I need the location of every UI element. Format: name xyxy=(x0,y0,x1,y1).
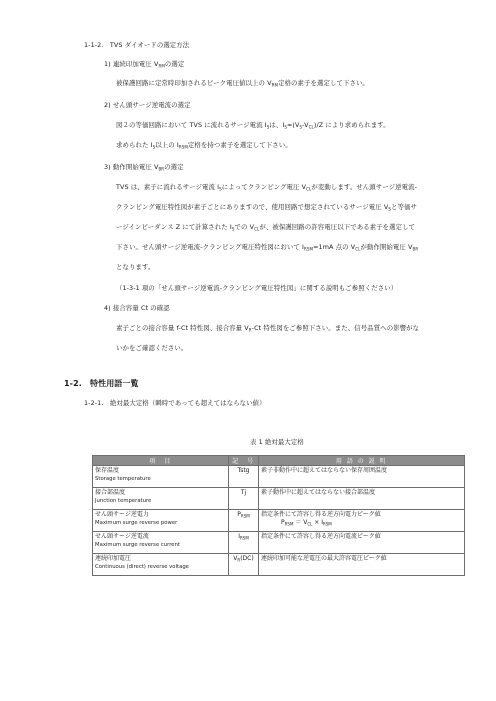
item-cell xyxy=(93,488,229,510)
text: 求められた I xyxy=(116,141,153,149)
text: × I xyxy=(312,519,323,527)
symbol-suffix: (DC) xyxy=(240,555,254,562)
item-2-line-1 xyxy=(116,121,390,130)
text: -Ct 特性図をご参照下さい。また、信号品質への影響がな xyxy=(251,324,420,332)
symbol: Tj xyxy=(240,489,247,496)
description: 連続印加可能な逆電圧の最大許容電圧ピーク値 xyxy=(261,555,387,562)
item-en: Storage temperature xyxy=(95,476,151,483)
subscript: BR xyxy=(412,246,419,252)
item-3-line-5: となります。 xyxy=(116,263,155,271)
text: クランピング電圧特性図が素子ごとにありますので、使用回路で想定されているサージ電圧 V xyxy=(116,203,389,211)
text: は、I xyxy=(269,121,285,129)
text: TVS は、素子に流れるサージ電流 I xyxy=(116,183,220,191)
text: での V xyxy=(234,223,255,231)
subscript: RSM xyxy=(240,513,250,519)
item-1-title xyxy=(104,60,184,69)
table-row xyxy=(93,532,465,554)
symbol: I xyxy=(238,533,240,540)
subscript: S xyxy=(231,226,235,232)
item-jp: 接合部温度 xyxy=(95,489,126,496)
item-en: Junction temperature xyxy=(95,498,152,505)
subscript: BR xyxy=(158,166,165,172)
description-cell xyxy=(259,532,465,554)
text: の選定 xyxy=(164,60,185,68)
text: =1mA 点の V xyxy=(313,243,356,251)
description: 素子動作中に超えてはならない接合部温度 xyxy=(261,489,376,496)
description: 素子非動作中に超えてはならない保存周囲温度 xyxy=(261,467,388,474)
description: 指定条件にて許容し得る逆方向電力ピーク値 xyxy=(261,511,381,518)
text: -V xyxy=(302,121,309,129)
column-header: 項 目 xyxy=(93,456,229,466)
text: 以上の I xyxy=(155,141,179,149)
item-cell xyxy=(93,466,229,488)
item-4-line-1 xyxy=(116,324,419,333)
text: の選定 xyxy=(164,163,184,171)
column-header: 記 号 xyxy=(229,456,259,466)
item-2-line-2 xyxy=(116,141,292,150)
item-3-line-4 xyxy=(116,243,418,252)
symbol-cell xyxy=(229,466,259,488)
symbol-cell xyxy=(229,554,259,576)
text: 下さい。せん頭サージ逆電流-クランピング電圧特性図において I xyxy=(116,243,305,251)
text: =(V xyxy=(286,121,300,129)
subscript: S xyxy=(388,206,391,212)
item-jp: 保存温度 xyxy=(95,467,120,474)
subscript: RSM xyxy=(284,521,294,527)
text: ＝ V xyxy=(293,519,308,527)
text: 被保護回路に定常時印加されるピーク電圧値以上の V xyxy=(116,79,272,87)
text: 定格の素子を選定して下さい。 xyxy=(278,79,369,87)
item-jp: 連続印加電圧 xyxy=(95,555,132,562)
section-heading: 1-1-2. TVS ダイオードの選定方法 xyxy=(84,41,190,49)
terms-sub-heading: 1-2-1. 絶対最大定格（瞬時であっても超えてはならない値） xyxy=(84,399,266,407)
item-3-line-2 xyxy=(116,203,417,212)
terms-heading: 1-2. 特性用語一覧 xyxy=(64,379,139,388)
item-3-line-3 xyxy=(116,223,415,232)
description-cell xyxy=(259,488,465,510)
symbol: P xyxy=(237,511,241,518)
subscript: S xyxy=(266,124,270,130)
subscript: S xyxy=(219,186,222,192)
symbol-cell xyxy=(229,510,259,532)
text: 素子ごとの接合容量 f-Ct 特性図、接合容量 V xyxy=(116,324,249,332)
subscript: CL xyxy=(307,521,313,527)
item-1-body xyxy=(116,79,369,88)
column-header: 用 語 の 説 明 xyxy=(259,456,465,466)
table-row xyxy=(93,466,465,488)
description-cell xyxy=(259,510,465,532)
formula xyxy=(261,519,462,527)
symbol-cell xyxy=(229,488,259,510)
subscript: R xyxy=(248,327,252,333)
description-cell xyxy=(259,554,465,576)
table-caption: 表 1 絶対最大定格 xyxy=(250,438,304,446)
item-4-line-2: いかをご確認ください。 xyxy=(116,344,188,352)
item-jp: せん頭サージ逆電力 xyxy=(95,511,149,518)
text: ージインピーダンス Z にて計算された I xyxy=(116,223,232,231)
text: )/Z により求められます。 xyxy=(313,121,390,129)
item-3-line-1 xyxy=(116,183,417,192)
text: が動作開始電圧 V xyxy=(360,243,413,251)
item-en: Maximum surge reverse current xyxy=(95,542,180,549)
subscript: RSM xyxy=(322,521,332,527)
subscript: RSM xyxy=(240,535,249,541)
symbol-cell xyxy=(229,532,259,554)
item-en: Continuous (direct) reverse voltage xyxy=(95,564,189,571)
text: P xyxy=(281,519,285,527)
absolute-max-ratings-table xyxy=(92,455,465,576)
subscript: S xyxy=(299,124,303,130)
item-3-note: （1-3-1 項の「せん頭サージ逆電流-クランピング電圧特性図」に関する説明もご参照ください） xyxy=(116,284,398,292)
table-row xyxy=(93,510,465,532)
text: 1) 連続印加電圧 V xyxy=(104,60,159,68)
item-cell xyxy=(93,532,229,554)
item-jp: せん頭サージ逆電流 xyxy=(95,533,149,540)
subscript: RM xyxy=(271,82,279,88)
subscript: RSM xyxy=(178,144,188,150)
text: と等価サ xyxy=(390,203,417,211)
subscript: RM xyxy=(158,63,165,69)
subscript: R xyxy=(237,557,241,563)
text: 図２の等価回路において TVS に流れるサージ電流 I xyxy=(116,121,267,129)
description: 指定条件にて許容し得る逆方向電流ピーク値 xyxy=(261,533,381,540)
table-row xyxy=(93,488,465,510)
symbol: Tstg xyxy=(237,467,250,474)
subscript: CL xyxy=(254,226,260,232)
text: によってクランピング電圧 V xyxy=(221,183,307,191)
subscript: RSM xyxy=(304,246,314,252)
text: が変動します。せん頭サージ逆電流- xyxy=(311,183,418,191)
subscript: CL xyxy=(308,124,314,130)
subscript: S xyxy=(152,144,156,150)
item-4-title: 4) 接合容量 Ct の確認 xyxy=(104,304,170,312)
item-3-title xyxy=(104,163,184,172)
item-cell xyxy=(93,510,229,532)
text: 3) 動作開始電圧 V xyxy=(104,163,159,171)
subscript: CL xyxy=(355,246,361,252)
table-row xyxy=(93,554,465,576)
text: が、被保護回路の許容電圧以下である素子を選定して xyxy=(259,223,416,231)
text: 定格を持つ素子を選定して下さい。 xyxy=(187,141,292,149)
symbol: V xyxy=(233,555,238,562)
item-cell xyxy=(93,554,229,576)
item-en: Maximum surge reverse power xyxy=(95,520,178,527)
table-header-row xyxy=(93,456,465,466)
description-cell xyxy=(259,466,465,488)
item-2-title: 2) せん頭サージ逆電流の選定 xyxy=(104,101,191,109)
subscript: CL xyxy=(306,186,312,192)
subscript: S xyxy=(284,124,287,130)
